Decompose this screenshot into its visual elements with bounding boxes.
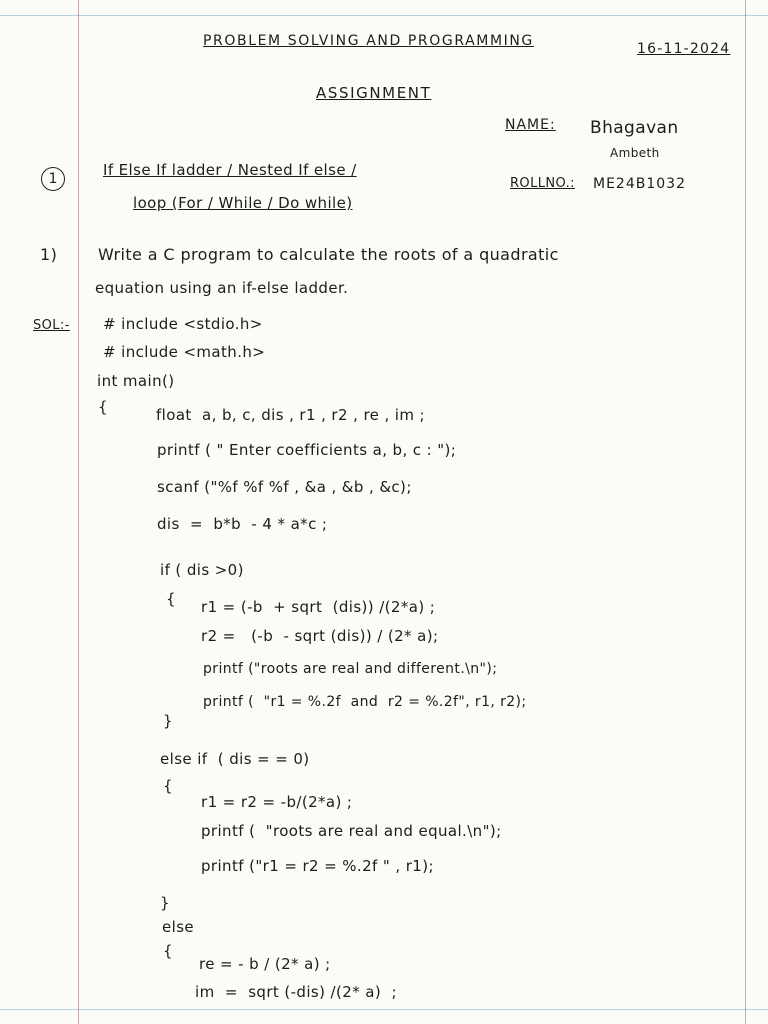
rule-line: [0, 1009, 768, 1010]
assignment-subtitle: ASSIGNMENT: [316, 84, 432, 102]
code-line: if ( dis >0): [160, 561, 244, 579]
code-line: printf ("roots are real and different.\n");: [203, 661, 498, 677]
rule-line: [0, 15, 768, 16]
code-line: dis = b*b - 4 * a*c ;: [157, 515, 328, 533]
code-line: printf ( "r1 = %.2f and r2 = %.2f", r1, r2);: [203, 694, 527, 710]
code-line: {: [163, 777, 173, 795]
date: 16-11-2024: [637, 41, 731, 57]
code-line: printf ( "roots are real and equal.\n");: [201, 822, 502, 840]
section-title-line2: loop (For / While / Do while): [133, 194, 353, 212]
code-line: }: [163, 712, 173, 730]
code-line: else if ( dis = = 0): [160, 750, 310, 768]
solution-label: SOL:-: [33, 318, 70, 333]
code-line: # include <stdio.h>: [103, 315, 263, 333]
code-line: r1 = r2 = -b/(2*a) ;: [201, 793, 353, 811]
code-line: # include <math.h>: [103, 343, 266, 361]
code-line: im = sqrt (-dis) /(2* a) ;: [195, 983, 397, 1001]
margin-line-right: [745, 0, 746, 1024]
code-line: {: [166, 590, 176, 608]
question-number: 1): [40, 245, 58, 264]
code-line: printf ( " Enter coefficients a, b, c : ");: [157, 441, 457, 459]
name-value-line2: Ambeth: [610, 146, 660, 160]
code-line: scanf ("%f %f %f , &a , &b , &c);: [157, 478, 412, 496]
name-value: Bhagavan: [590, 118, 679, 138]
question-line2: equation using an if-else ladder.: [95, 279, 349, 297]
code-line: int main(): [97, 372, 175, 390]
name-label: NAME:: [505, 117, 556, 133]
code-line: {: [163, 942, 173, 960]
code-line: float a, b, c, dis , r1 , r2 , re , im ;: [156, 406, 426, 424]
roll-label: ROLLNO.:: [510, 176, 575, 191]
code-line: r1 = (-b + sqrt (dis)) /(2*a) ;: [201, 598, 436, 616]
question-line1: Write a C program to calculate the roots of a quadratic: [98, 245, 559, 264]
assignment-title: PROBLEM SOLVING AND PROGRAMMING: [203, 33, 534, 49]
code-line: re = - b / (2* a) ;: [199, 955, 331, 973]
code-line: printf ("r1 = r2 = %.2f " , r1);: [201, 857, 434, 875]
section-number: 1: [41, 167, 65, 191]
code-line: else: [162, 918, 195, 936]
section-title-line1: If Else If ladder / Nested If else /: [103, 161, 357, 179]
code-line: r2 = (-b - sqrt (dis)) / (2* a);: [201, 627, 439, 645]
code-line: }: [160, 894, 170, 912]
code-line: {: [98, 398, 108, 416]
margin-line: [78, 0, 79, 1024]
roll-value: ME24B1032: [593, 176, 686, 192]
